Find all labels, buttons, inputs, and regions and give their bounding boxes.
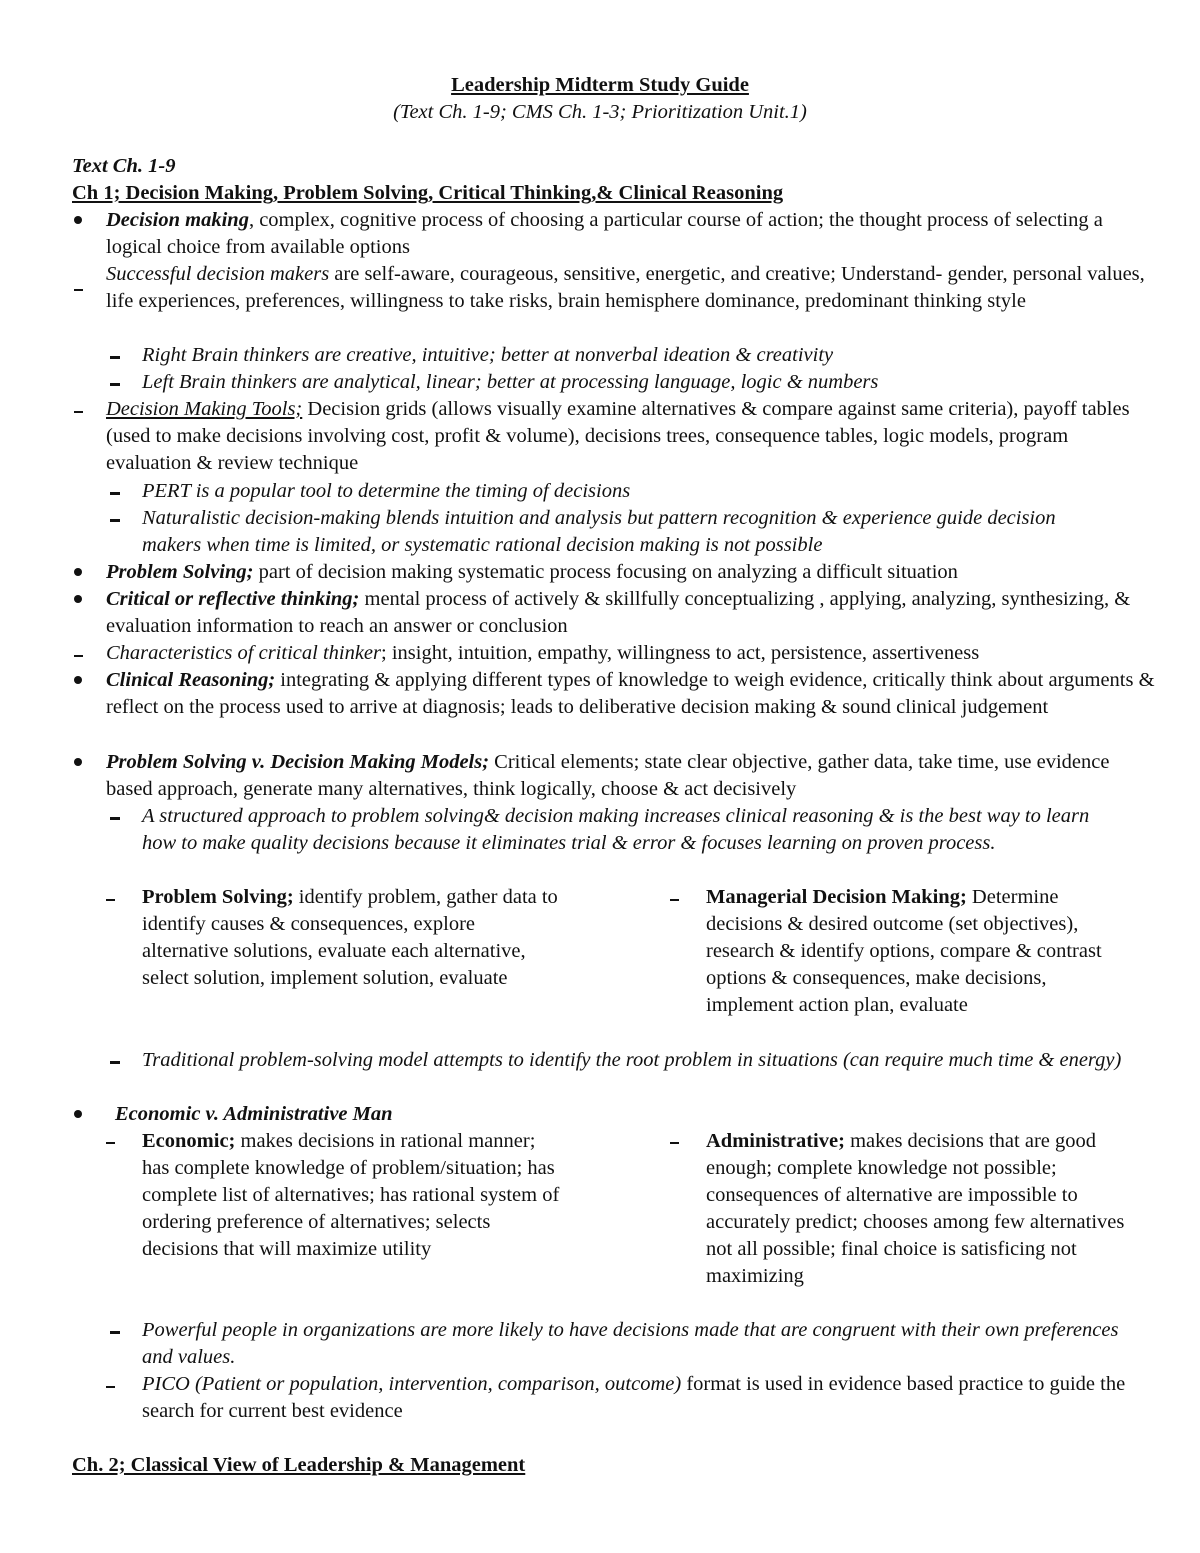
dash-icon [110,356,120,359]
list-item-models: Problem Solving v. Decision Making Models; Critical elements; state clear objective, gather data, take time, use evidence based approach, generate many alternatives, think logically, choose & act decisively [106,751,1110,800]
dash-icon [110,1331,120,1334]
list-item-traditional-model: Traditional problem-solving model attempts to identify the root problem in situations (can require much time & energy) [142,1049,1122,1071]
column-managerial-decision-making: Managerial Decision Making; Determine decisions & desired outcome (set objectives), research & identify options, compare & contrast options & consequences, make decisions, implement action plan, evaluate [706,886,1102,1016]
list-item-powerful-people: Powerful people in organizations are more likely to have decisions made that are congruent with their own preferences and values. [142,1319,1119,1368]
section-label: Text Ch. 1-9 [72,155,176,177]
list-item-problem-solving: Problem Solving; part of decision making systematic process focusing on analyzing a difficult situation [106,561,958,583]
list-item-pert: PERT is a popular tool to determine the timing of decisions [142,480,631,502]
dash-icon [74,289,83,291]
column-problem-solving-steps: Problem Solving; identify problem, gather data to identify causes & consequences, explore alternative solutions, evaluate each alternative, select solution, implement solution, evaluate [142,886,558,989]
list-item-pico: PICO (Patient or population, intervention, comparison, outcome) format is used in evidence based practice to guide the search for current best evidence [142,1373,1126,1422]
bullet-icon [74,758,82,766]
list-item-right-brain: Right Brain thinkers are creative, intuitive; better at nonverbal ideation & creativity [142,344,834,366]
list-item-economic-vs-administrative: Economic v. Administrative Man [115,1103,393,1125]
bullet-icon [74,595,82,603]
dash-icon [670,899,679,901]
list-item-characteristics: Characteristics of critical thinker; insight, intuition, empathy, willingness to act, persistence, assertiveness [106,642,980,664]
list-item-left-brain: Left Brain thinkers are analytical, linear; better at processing language, logic & numbers [142,371,879,393]
dash-icon [110,1061,120,1064]
dash-icon [670,1142,679,1144]
chapter-1-heading: Ch 1; Decision Making, Problem Solving, Critical Thinking,& Clinical Reasoning [72,182,784,204]
list-item-decision-making: Decision making, complex, cognitive process of choosing a particular course of action; the thought process of selecting a logical choice from available options [106,209,1103,258]
list-item-structured-approach: A structured approach to problem solving& decision making increases clinical reasoning & is the best way to learn how to make quality decisions because it eliminates trial & error & focuses learning on proven process. [142,805,1090,854]
dash-icon [106,1142,115,1144]
page-title: Leadership Midterm Study Guide [451,74,749,96]
bullet-icon [74,676,82,684]
page-subtitle: (Text Ch. 1-9; CMS Ch. 1-3; Prioritization Unit.1) [393,101,807,123]
bullet-icon [74,1110,82,1118]
dash-icon [106,899,115,901]
bullet-icon [74,568,82,576]
dash-icon [74,411,83,413]
bullet-icon [74,216,82,224]
dash-icon [106,1386,115,1388]
list-item-clinical-reasoning: Clinical Reasoning; integrating & applying different types of knowledge to weigh evidence, critically think about arguments & reflect on the process used to arrive at diagnosis; leads to deliberative decision making & sound clinical judgement [106,669,1155,718]
dash-icon [110,817,120,820]
column-administrative-man: Administrative; makes decisions that are good enough; complete knowledge not possible; consequences of alternative are impossible to accurately predict; chooses among few alternatives not all possible; final choice is satisficing not maximizing [706,1130,1125,1287]
dash-icon [74,655,83,657]
dash-icon [110,492,120,495]
column-economic-man: Economic; makes decisions in rational manner; has complete knowledge of problem/situation; has complete list of alternatives; has rational system of ordering preference of alternatives; selects decisions that will maximize utility [142,1130,560,1260]
list-item-critical-thinking: Critical or reflective thinking; mental process of actively & skillfully conceptualizing , applying, analyzing, synthesizing, & evaluation information to reach an answer or conclusion [106,588,1131,637]
list-item-decision-making-tools: Decision Making Tools; Decision grids (allows visually examine alternatives & compare against same criteria), payoff tables (used to make decisions involving cost, profit & volume), decisions trees, consequence tables, logic models, program evaluation & review technique [106,398,1130,474]
dash-icon [110,519,120,522]
chapter-2-heading: Ch. 2; Classical View of Leadership & Management [72,1454,526,1476]
dash-icon [110,383,120,386]
list-item-successful-decision-makers: Successful decision makers are self-aware, courageous, sensitive, energetic, and creative; Understand- gender, personal values, life experiences, preferences, willingness to take risks, brain hemisphere dominance, predominant thinking style [106,263,1145,312]
list-item-naturalistic: Naturalistic decision-making blends intuition and analysis but pattern recognition & experience guide decision makers when time is limited, or systematic rational decision making is not possible [142,507,1056,556]
